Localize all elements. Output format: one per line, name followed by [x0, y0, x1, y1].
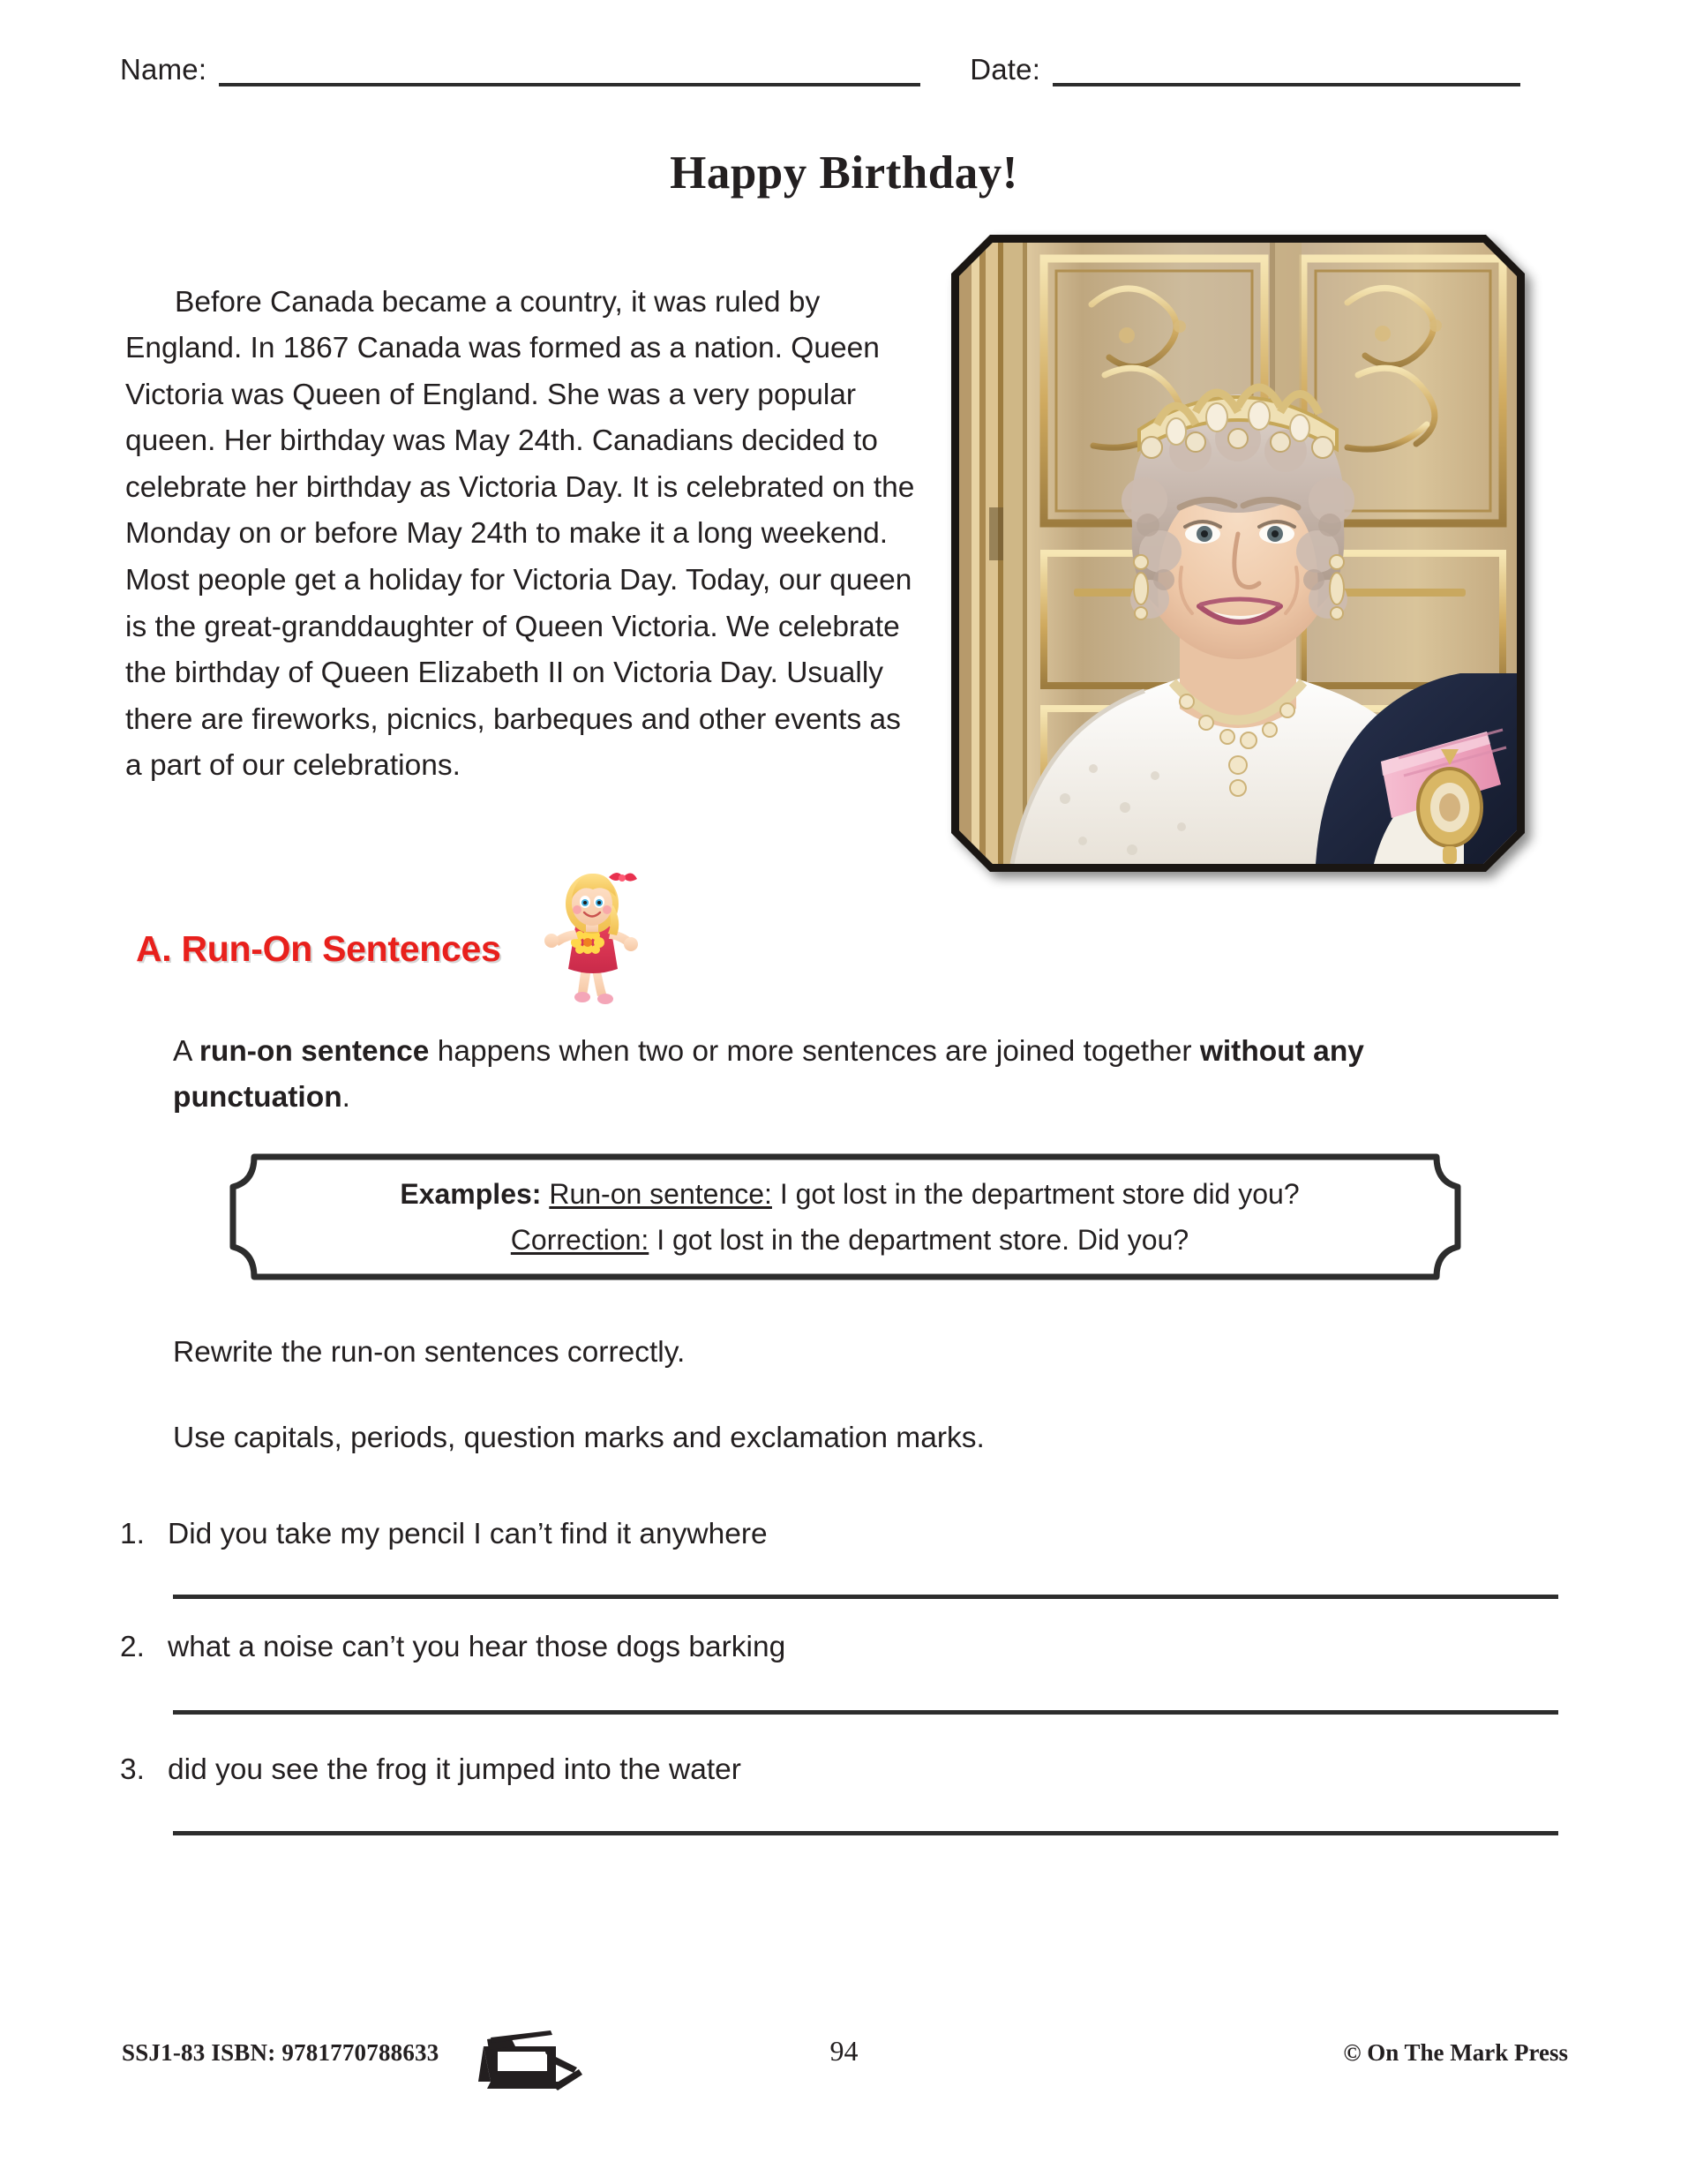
examples-box: [228, 1152, 1463, 1282]
question-item-2: [120, 1628, 1567, 1667]
footer-isbn: SSJ1-83 ISBN: 9781770788633: [122, 2039, 439, 2066]
runon-label: Run-on sentence:: [549, 1178, 772, 1210]
question-item-3: [120, 1751, 1567, 1790]
photo-image-area: [959, 243, 1517, 864]
question-number-2: 2.: [120, 1631, 145, 1663]
page-title: Happy Birthday!: [670, 147, 1018, 199]
question-text-3: did you see the frog it jumped into the water: [168, 1753, 741, 1786]
correction-label: Correction:: [510, 1224, 649, 1256]
queen-portrait-icon: [959, 243, 1517, 864]
header-fields: [120, 55, 1567, 86]
example-line-2: [281, 1217, 1419, 1263]
runon-sentence-text: I got lost in the department store did you?: [771, 1178, 1300, 1210]
date-label: Date:: [970, 53, 1041, 86]
example-line-1: [281, 1171, 1419, 1217]
girl-clipart-icon: [544, 863, 641, 1006]
name-input-line[interactable]: [219, 83, 920, 86]
question-text-1: Did you take my pencil I can’t find it anywhere: [168, 1518, 768, 1550]
run-on-definition: [173, 1029, 1488, 1121]
definition-part-2: happens when two or more sentences are joined together: [429, 1035, 1200, 1068]
examples-box-text: [281, 1171, 1419, 1263]
definition-part-3: without any punctuation: [173, 1035, 1364, 1114]
queen-portrait-photo: [951, 235, 1525, 872]
page-number: 94: [829, 2035, 859, 2067]
definition-part-4: .: [341, 1081, 350, 1114]
section-a-heading: A. Run-On Sentences: [136, 928, 501, 969]
answer-line-3[interactable]: [173, 1831, 1558, 1835]
article-paragraph: Before Canada became a country, it was ruled by England. In 1867 Canada was formed as a nation. Queen Victoria was Queen of England. She was a very popular queen. Her birthday was May 24th. Canadians decided to celebrate her birthday as Victoria Day. It is celebrated on the Monday on or before May 24th to make it a long weekend. Most people get a holiday for Victoria Day. Today, our queen is the great-granddaughter of Queen Victoria. We celebrate the birthday of Queen Elizabeth II on Victoria Day. Usually there are fireworks, picnics, barbeques and other events as a part of our celebrations.: [125, 285, 915, 783]
question-number-3: 3.: [120, 1753, 145, 1786]
question-text-2: what a noise can’t you hear those dogs barking: [168, 1631, 786, 1663]
instruction-rewrite: Rewrite the run-on sentences correctly.: [173, 1336, 686, 1369]
answer-line-2[interactable]: [173, 1710, 1558, 1715]
instruction-punctuation: Use capitals, periods, question marks and exclamation marks.: [173, 1422, 985, 1454]
girl-cartoon-icon: [544, 863, 641, 1006]
question-number-1: 1.: [120, 1518, 145, 1550]
name-label: Name:: [120, 53, 207, 86]
footer-copyright: © On The Mark Press: [1343, 2039, 1568, 2066]
question-item-1: [120, 1515, 1567, 1554]
answer-line-1[interactable]: [173, 1595, 1558, 1599]
definition-part-1: run-on sentence: [199, 1035, 430, 1068]
definition-part-0: A: [173, 1035, 199, 1068]
examples-label: Examples:: [400, 1178, 542, 1210]
correction-sentence-text: I got lost in the department store. Did you?: [649, 1224, 1189, 1256]
date-input-line[interactable]: [1053, 83, 1520, 86]
